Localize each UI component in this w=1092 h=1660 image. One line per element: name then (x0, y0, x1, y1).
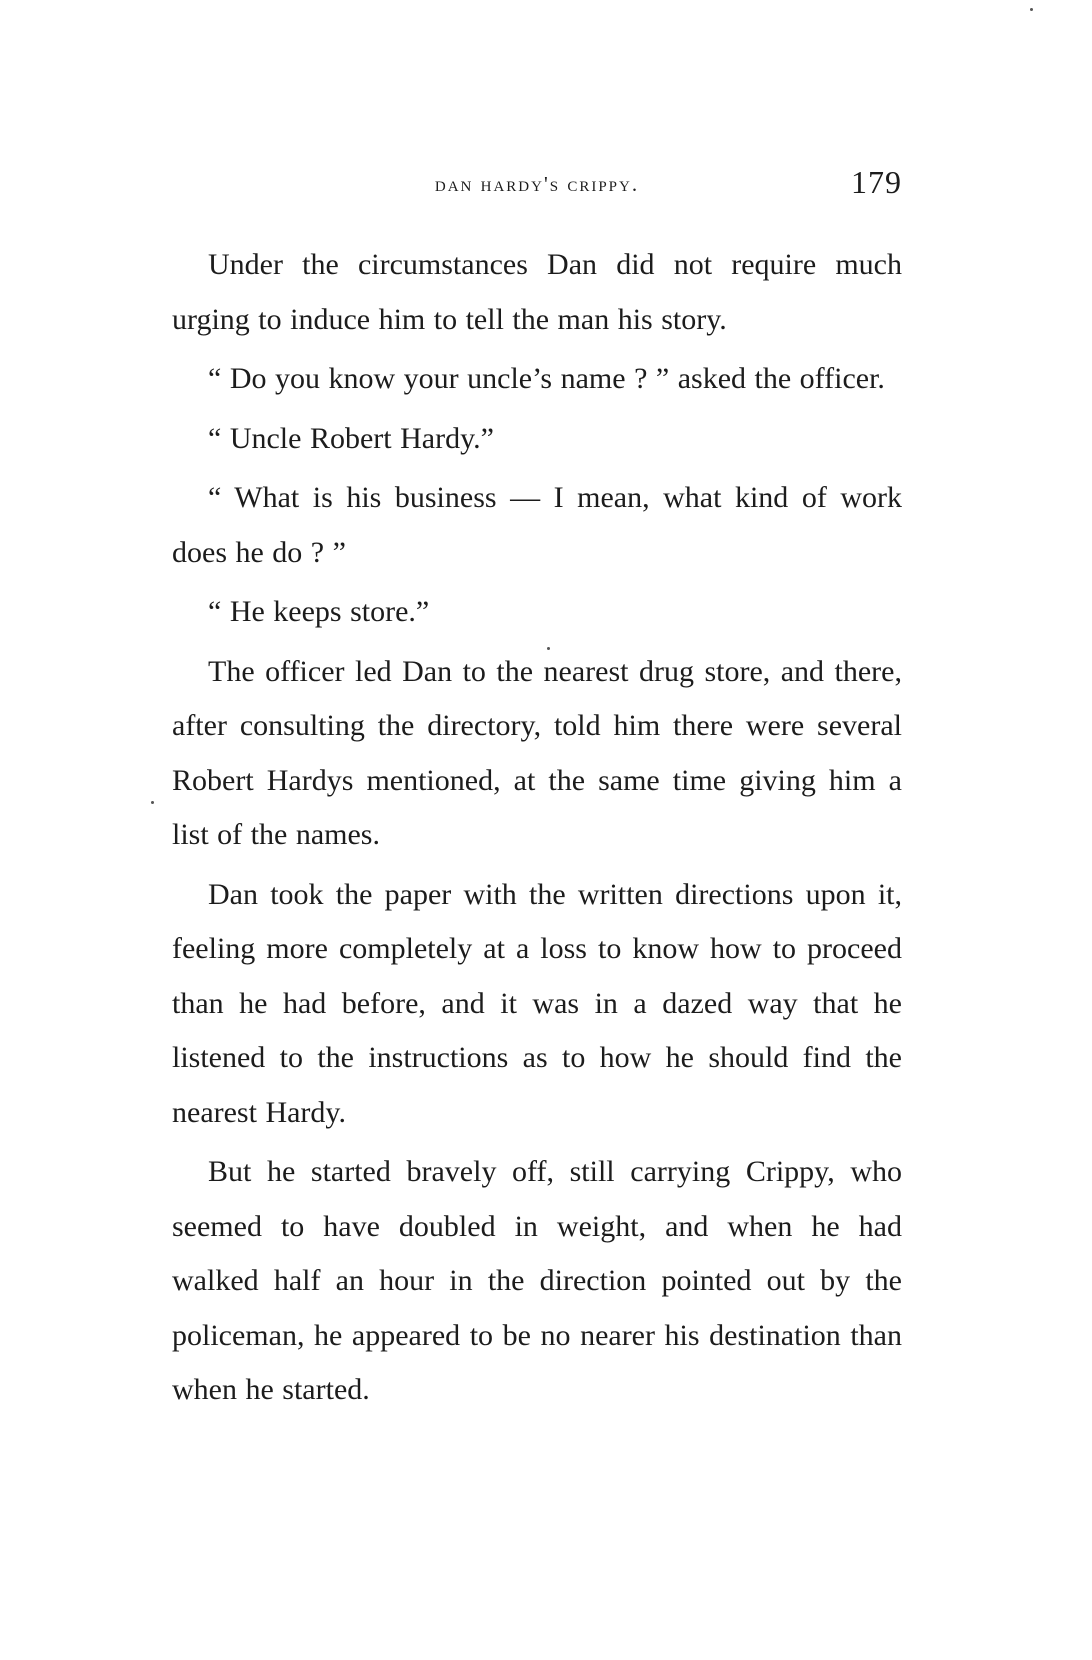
running-title: dan hardy's crippy. (434, 172, 640, 196)
paragraph: Under the circumstances Dan did not require much urging to induce him to tell the man his story. (172, 248, 902, 336)
paragraph: “ He keeps store.” (208, 595, 430, 628)
scan-speck (151, 801, 154, 804)
scan-speck (547, 647, 550, 650)
paragraph: But he started bravely off, still carrying Crippy, who seemed to have doubled in weight, and when he had walked half an hour in the direction pointed out by the policeman, he appeared to be no nearer his destination than when he started. (172, 1155, 902, 1406)
paragraph: “ Do you know your uncle’s name ? ” asked the officer. (208, 362, 885, 395)
paragraph: The officer led Dan to the nearest drug store, and there, after consulting the directory, told him there were several Robert Hardys mentioned, at the same time giving him a list of the names. (172, 654, 902, 851)
paragraph: “ What is his business — I mean, what kind of work does he do ? ” (172, 481, 902, 569)
page-number: 179 (851, 164, 902, 200)
body-text (172, 238, 902, 1418)
page-header (172, 160, 902, 204)
scan-speck (1030, 8, 1033, 11)
paragraph: Dan took the paper with the written directions upon it, feeling more completely at a loss to know how to proceed than he had before, and it was in a dazed way that he listened to the instructions as to how he should find the nearest Hardy. (172, 877, 902, 1129)
paragraph: “ Uncle Robert Hardy.” (208, 421, 494, 455)
